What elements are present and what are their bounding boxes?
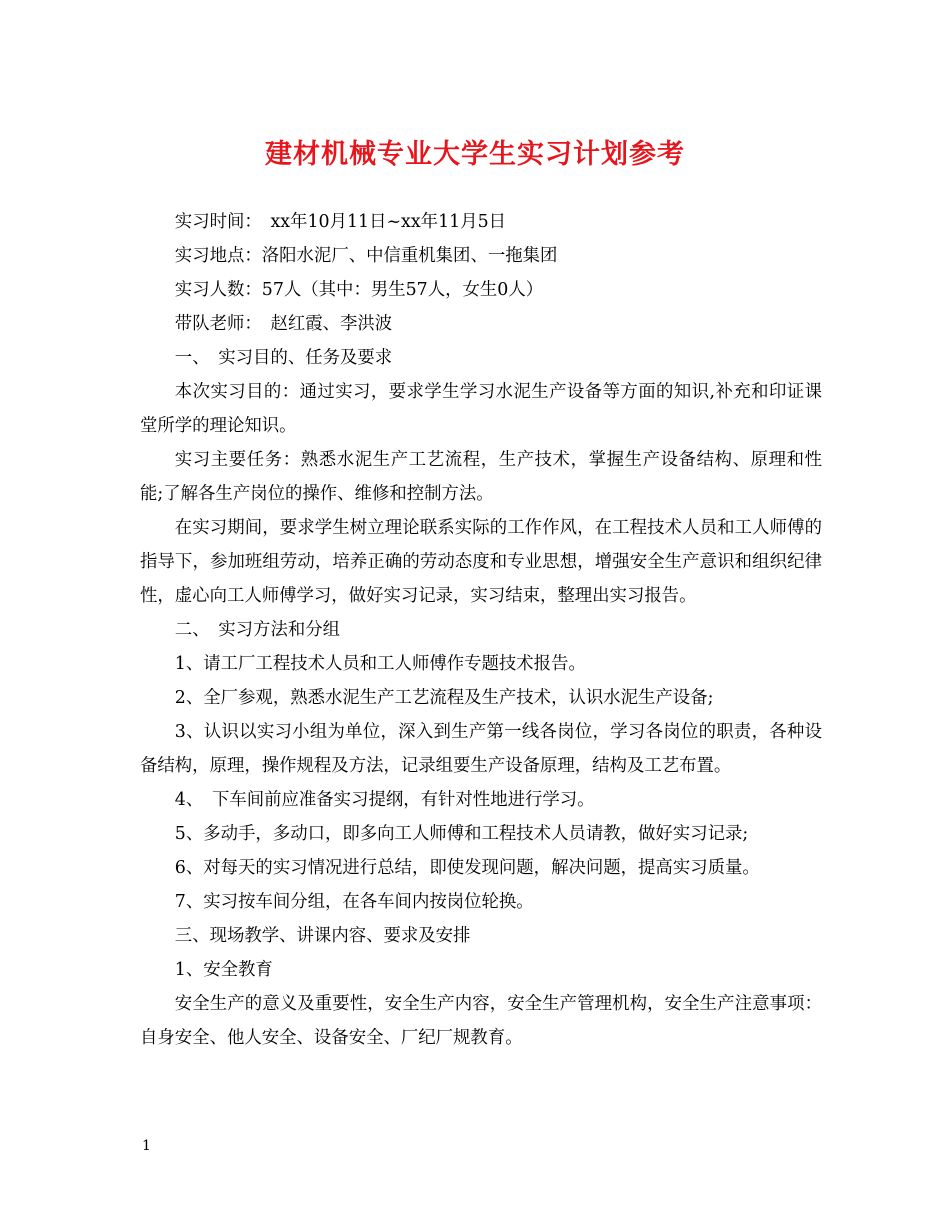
list-item: 5、多动手，多动口，即多向工人师傅和工程技术人员请教，做好实习记录; — [174, 824, 749, 844]
document-body — [140, 205, 822, 1055]
section-heading-1: 一、 实习目的、任务及要求 — [174, 348, 393, 368]
paragraph-internship-count: 实习人数：57人（其中：男生57人，女生0人） — [174, 280, 544, 300]
paragraph-internship-time: 实习时间： xx年10月11日~xx年11月5日 — [174, 212, 507, 232]
list-item: 3、认识以实习小组为单位，深入到生产第一线各岗位，学习各岗位的职责，各种设备结构，原理，操作规程及方法，记录组要生产设备原理，结构及工艺布置。 — [140, 722, 822, 776]
paragraph-internship-location: 实习地点：洛阳水泥厂、中信重机集团、一拖集团 — [174, 246, 558, 266]
list-item: 4、 下车间前应准备实习提纲，有针对性地进行学习。 — [174, 790, 595, 810]
paragraph-main-tasks: 实习主要任务：熟悉水泥生产工艺流程，生产技术，掌握生产设备结构、原理和性能;了解各生产岗位的操作、维修和控制方法。 — [140, 450, 822, 504]
list-item: 6、对每天的实习情况进行总结，即使发现问题，解决问题，提高实习质量。 — [174, 858, 760, 878]
document-title: 建材机械专业大学生实习计划参考 — [265, 139, 685, 170]
paragraph-requirements: 在实习期间，要求学生树立理论联系实际的工作作风，在工程技术人员和工人师傅的指导下，参加班组劳动，培养正确的劳动态度和专业思想，增强安全生产意识和组织纪律性，虚心向工人师傅学习，做好实习记录，实习结束，整理出实习报告。 — [140, 518, 822, 606]
page-number: 1 — [142, 1138, 151, 1154]
paragraph-safety: 安全生产的意义及重要性，安全生产内容，安全生产管理机构，安全生产注意事项：自身安全、他人安全、设备安全、厂纪厂规教育。 — [140, 994, 822, 1048]
list-item: 7、实习按车间分组，在各车间内按岗位轮换。 — [174, 892, 534, 912]
paragraph-teachers: 带队老师： 赵红霞、李洪波 — [174, 314, 393, 334]
section-heading-2: 二、 实习方法和分组 — [174, 620, 341, 640]
list-item: 2、全厂参观，熟悉水泥生产工艺流程及生产技术，认识水泥生产设备; — [174, 688, 714, 708]
subsection-heading: 1、安全教育 — [174, 960, 273, 980]
paragraph-purpose: 本次实习目的：通过实习，要求学生学习水泥生产设备等方面的知识,补充和印证课堂所学的理论知识。 — [140, 382, 822, 436]
section-heading-3: 三、现场教学、讲课内容、要求及安排 — [174, 926, 471, 946]
list-item: 1、请工厂工程技术人员和工人师傅作专题技术报告。 — [174, 654, 586, 674]
